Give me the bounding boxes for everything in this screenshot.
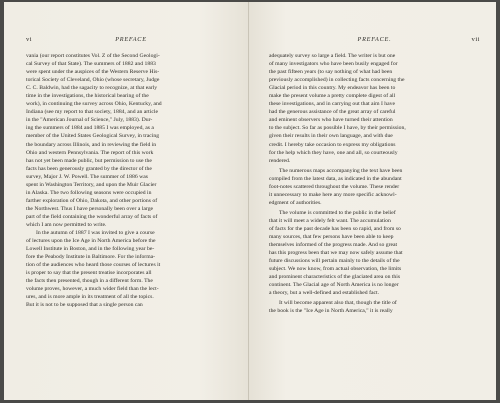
text-line: farther exploration of Ohio, Dakota, and other portions of <box>26 197 158 204</box>
text-line: of facts for the past decade has been so rapid, and from so <box>269 225 401 232</box>
right-running-title: PREFACE. <box>357 36 392 43</box>
text-line: for the help which they have, one and all, so courteously <box>269 149 398 156</box>
text-line: given their results in their own language, and with due <box>269 133 393 140</box>
text-line: these investigations, and in carrying out that aim I have <box>269 101 396 108</box>
text-line: to the subject. So far as possible I have, by their permission, <box>269 125 406 132</box>
text-line: that it will meet a widely felt want. The accumulation <box>269 217 391 224</box>
text-line: the book is the "Ice Age in North America," it is really <box>269 308 393 315</box>
text-line: many sources, that few persons have been able to keep <box>269 234 394 241</box>
text-line: edgment of authorities. <box>269 199 322 206</box>
text-line: spent in Washington Territory, and upon the Muir Glacier <box>26 181 157 188</box>
text-line: the boundary across Illinois, and in reviewing the field in <box>26 141 157 148</box>
text-line: It will become apparent also that, though the title of <box>279 300 397 307</box>
text-line: The volume is committed to the public in the belief <box>279 209 396 216</box>
text-line: of lectures upon the Ice Age in North America before the <box>26 238 156 245</box>
left-running-title: PREFACE <box>115 36 147 43</box>
text-line: has this progress been that we may now safely assume that <box>269 250 403 257</box>
text-line: ures, and is more ample in its treatment of all the topics. <box>26 294 154 301</box>
text-line: the Northwest. Thus I have personally been over a large <box>26 205 154 212</box>
text-line: and prominent characteristics of the glaciated area on this <box>269 274 401 281</box>
text-line: adequately survey so large a field. The writer is but one <box>269 53 396 59</box>
book-spread <box>4 2 496 400</box>
right-body-text <box>269 52 482 316</box>
text-line: The numerous maps accompanying the text have been <box>279 167 403 174</box>
text-line: which I am now permitted to write. <box>26 221 107 228</box>
text-line: continent. The Glacial age of North America is no longer <box>269 282 399 289</box>
text-line: In the autumn of 1887 I was invited to give a course <box>36 230 155 237</box>
text-line: previously accomplished) in collecting facts concerning the <box>269 77 405 84</box>
text-line: vania (our report constitutes Vol. Z of the Second Geologi- <box>26 53 160 59</box>
left-folio: vi <box>26 36 33 43</box>
text-line: C. C. Baldwin, had the sagacity to recognize, at that early <box>26 85 158 92</box>
text-line: were spent under the auspices of the Western Reserve His- <box>26 69 160 76</box>
text-line: torical Society of Cleveland, Ohio (whose secretary, Judge <box>26 77 160 84</box>
text-line: volume proves, however, a much wider field than the lect- <box>26 286 159 293</box>
left-body-text <box>26 52 237 310</box>
text-line: credit. I hereby take occasion to express my obligations <box>269 141 396 148</box>
text-line: has not yet been made public, but permission to use the <box>26 157 152 164</box>
text-line: make the present volume a pretty complete digest of all <box>269 93 396 100</box>
right-folio: vii <box>471 36 480 43</box>
text-line: of many investigators who have been busily engaged for <box>269 61 398 68</box>
text-line: member of the United States Geological Survey, in tracing <box>26 133 160 140</box>
text-line: themselves informed of the progress made. And so great <box>269 242 398 249</box>
text-line: Glacial period in this country. My endeavor has been to <box>269 85 396 92</box>
text-line: survey, Major J. W. Powell. The summer of 1886 was <box>26 173 148 180</box>
text-line: part of the field containing the wonderful array of facts of <box>26 213 158 220</box>
text-line: fore the Peabody Institute in Baltimore. For the informa- <box>26 254 156 261</box>
text-line: time in the investigations, the historical bearing of the <box>26 93 149 100</box>
right-page <box>249 2 496 400</box>
text-line: Indiana (see my report to that society, 1884, and an article <box>26 109 158 116</box>
text-line: Ohio and western Pennsylvania. The report of this work <box>26 149 154 156</box>
text-line: But it is not to be supposed that a single person can <box>26 302 143 309</box>
text-line: it unnecessary to make here any more specific acknowl- <box>269 191 397 198</box>
left-running-head <box>26 36 236 46</box>
text-line: ing the summers of 1884 and 1885 I was employed, as a <box>26 125 154 132</box>
text-line: rendered. <box>269 157 291 164</box>
text-line: Lowell Institute in Boston, and in the following year be- <box>26 246 155 253</box>
text-line: work), in continuing the survey across Ohio, Kentucky, and <box>26 101 162 108</box>
text-line: subject. We now know, from actual observation, the limits <box>269 266 402 273</box>
left-page <box>4 2 249 400</box>
text-line: in the "American Journal of Science," July, 1883). Dur- <box>26 117 153 124</box>
right-running-head <box>269 36 480 46</box>
text-line: facts has been generously granted by the director of the <box>26 165 152 172</box>
text-line: in Alaska. The two following seasons were occupied in <box>26 189 152 196</box>
text-line: tion of the audiences who heard those courses of lectures it <box>26 262 161 269</box>
text-line: had the generous assistance of the great array of careful <box>269 109 396 116</box>
text-line: cal Survey of that State). The summers of 1882 and 1883 <box>26 61 156 68</box>
text-line: a theory, but a well-defined and established fact. <box>269 290 380 297</box>
text-line: compiled from the latest data, as indicated in the abundant <box>269 175 402 182</box>
text-line: is proper to say that the present treatise incorporates all <box>26 270 152 277</box>
text-line: the facts then presented, though in a different form. The <box>26 278 153 285</box>
text-line: and eminent observers who have turned their attention <box>269 117 393 124</box>
text-line: foot-notes scattered throughout the volume. These render <box>269 183 400 190</box>
text-line: the past fifteen years (to say nothing of what had been <box>269 69 393 76</box>
text-line: future discussions will pertain mainly to the details of the <box>269 258 400 265</box>
